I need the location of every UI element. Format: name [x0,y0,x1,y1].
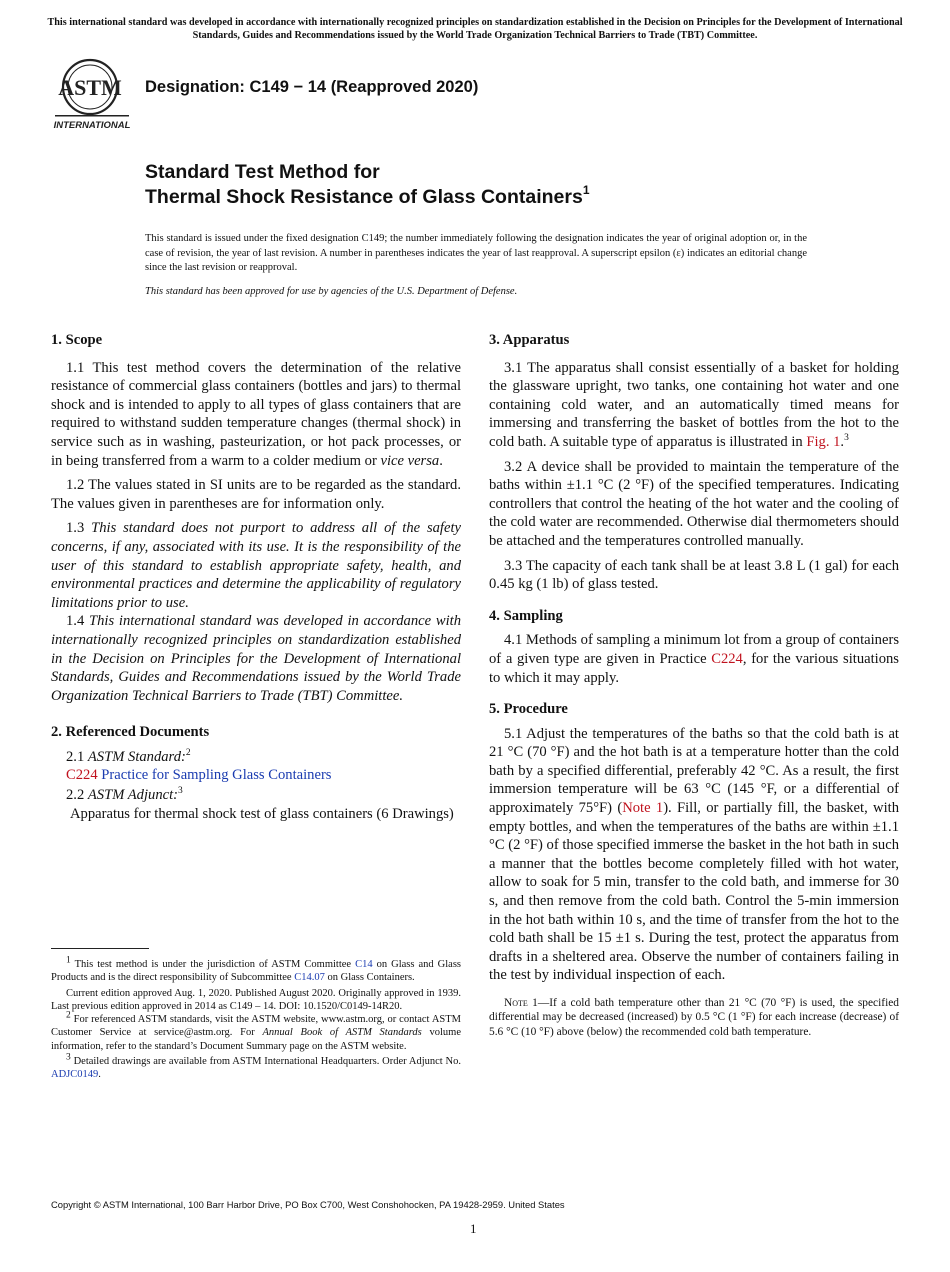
para-2-1: 2.1 ASTM Standard:$^2$ [66,748,191,765]
procedure-heading: 5. Procedure [489,701,568,718]
link-c224[interactable]: C224 [711,650,743,667]
para-3-2: 3.2 A device shall be provided to maintain the temperature of the baths within ±1.1 °C (2 °F) of the specified temperatures. Indicating controllers that control the heating of the hot water and the cooling of the cold water are recommended. Otherwise dial thermometers should be attached and the temperatures controlled manually. [489,458,899,549]
title-line-2: Thermal Shock Resistance of Glass Containers [145,186,583,208]
note-1-label: Note 1 [504,997,538,1009]
footnote-divider [51,948,149,949]
link-note-1[interactable]: Note 1 [622,800,664,817]
top-notice: This international standard was developed in accordance with internationally recognized principles on standardization established in the Decision on Principles for the Development of International Standards, Guides and Recommendations issued by the World Trade Organization Technical Barriers to Trade (TBT) Committee. [47,17,903,41]
para-3-3: 3.3 The capacity of each tank shall be at least 3.8 L (1 gal) for each 0.45 kg (1 lb) of glass tested. [489,557,899,593]
para-5-1: 5.1 Adjust the temperatures of the baths so that the cold bath is at 21 °C (70 °F) and the hot bath is at a temperature hotter than the cold bath by a specified differential, preferably 42 °C. As a result, the first immersion temperature will be 63 °C (145 °F, or a differential of approximately 75°F) (Note 1). Fill, or partially fill, the basket, with empty bottles, and when the temperatures of the baths are within ±1.1 °C (2 °F) of those specified immerse the basket in the hot bath in such a manner that the bottles become completely filled with hot water, allow to soak for 5 min, transfer to the cold bath, and immerse for 30 s, and then remove from the cold bath. Control the 5-min immersion in the hot bath within 10 s, and the time of transfer from the hot to the cold bath shall be 15 ±1 s. During the test, protect the apparatus from drafts in a sheltered area. Observe the number of containers failing in the test by individual inspection of each. [489,725,899,984]
left-column [51,331,461,823]
para-1-2: 1.2 The values stated in SI units are to be regarded as the standard. The values given in parentheses are for information only. [51,477,461,512]
footnote-2: $^2$ For referenced ASTM standards, visit the ASTM website, www.astm.org, or contact ASTM Customer Service at service@astm.org. For Annual Book of ASTM Standards volume information, refer to the standard’s Document Summary page on the ASTM website. [51,1010,461,1052]
title-line-1: Standard Test Method for [145,161,380,183]
para-2-2: 2.2 ASTM Adjunct:$^3$ [66,786,183,804]
astm-logo-graphic [52,57,136,133]
note-1: Note 1—If a cold bath temperature other than 21 °C (70 °F) is used, the specified differential may be decreased (increased) by 0.5 °C (1 °F) for each increase (decrease) of 5.6 °C (10 °F) above (below) the recommended cold bath temperature. [489,997,899,1038]
para-1-3: 1.3 This standard does not purport to address all of the safety concerns, if any, associated with its use. It is the responsibility of the user of this standard to establish appropriate safety, health, and environmental practices and determine the applicability of regulatory limitations prior to use. [51,520,461,611]
refdocs-heading: 2. Referenced Documents [51,724,210,741]
link-fig-1[interactable]: Fig. 1 [806,433,841,450]
issue-note: This standard is issued under the fixed designation C149; the number immediately following the designation indicates the year of original adoption or, in the case of revision, the year of last revision. A number in parentheses indicates the year of last reapproval. A superscript epsilon (ε) indicates an editorial change since the last revision or reapproval. [145,233,807,273]
footnotes [51,955,461,1082]
footnote-3: $^3$ Detailed drawings are available from ASTM International Headquarters. Order Adjunct No. ADJC0149. [51,1052,461,1081]
scope-heading: 1. Scope [51,332,103,348]
link-c14[interactable]: C14 [355,959,373,970]
adjunct-item: Apparatus for thermal shock test of glass containers (6 Drawings) [70,805,454,822]
document-title [145,160,590,210]
para-1-1: 1.1 This test method covers the determination of the relative resistance of commercial glass containers (bottles and jars) to thermal shock and is intended to apply to all types of glass containers that are required to withstand sudden temperature changes (thermal shock) in service such as in washing, pasteurization, or hot pack processes, or in being transferred from a warm to a colder medium or vice versa. [51,359,461,469]
astm-logo [52,57,136,133]
footnote-1-edition: Current edition approved Aug. 1, 2020. Published August 2020. Originally approved in 1939. Last previous edition approved in 2014 as C149 – 14. DOI: 10.1520/C0149-14R20. [51,987,461,1012]
apparatus-heading: 3. Apparatus [489,332,570,348]
ref-c224 [51,766,461,785]
page-number: 1 [470,1221,477,1236]
title-footnote-ref[interactable]: 1 [582,182,590,197]
logo-main-text: ASTM [58,75,122,100]
sampling-heading: 4. Sampling [489,607,563,624]
copyright: Copyright © ASTM International, 100 Barr Harbor Drive, PO Box C700, West Conshohocken, PA 19428-2959. United States [51,1199,565,1210]
ref-c224-title[interactable]: Practice for Sampling Glass Containers [97,767,332,784]
approved-note: This standard has been approved for use by agencies of the U.S. Department of Defense. [145,286,518,297]
link-adjc0149[interactable]: ADJC0149 [51,1069,99,1081]
para-3-1: 3.1 The apparatus shall consist essentially of a basket for holding the glassware upright, two tanks, one containing hot water and one containing cold water, and an automatically timed means for immersing and transferring the basket of bottles from the hot to the cold bath. A suitable type of apparatus is illustrated in Fig. 1.$^3$ [489,359,899,450]
footnote-1: $^1$ This test method is under the jurisdiction of ASTM Committee C14 on Glass and Glass Products and is the direct responsibility of Subcommittee C14.07 on Glass Containers. [51,955,461,984]
para-1-4: 1.4 This international standard was developed in accordance with internationally recognized principles on standardization established in the Decision on Principles for the Development of International Standards, Guides and Recommendations issued by the World Trade Organization Technical Barriers to Trade (TBT) Committee. [51,613,462,704]
designation: Designation: C149 − 14 (Reapproved 2020) [145,78,479,96]
logo-sub-text: INTERNATIONAL [53,120,131,131]
para-4-1: 4.1 Methods of sampling a minimum lot from a group of containers of a given type are given in Practice C224, for the various situations to which it may apply. [489,632,899,686]
ref-c224-link[interactable]: C224 [66,767,98,784]
right-column [489,331,899,1039]
link-c14-07[interactable]: C14.07 [294,972,325,984]
